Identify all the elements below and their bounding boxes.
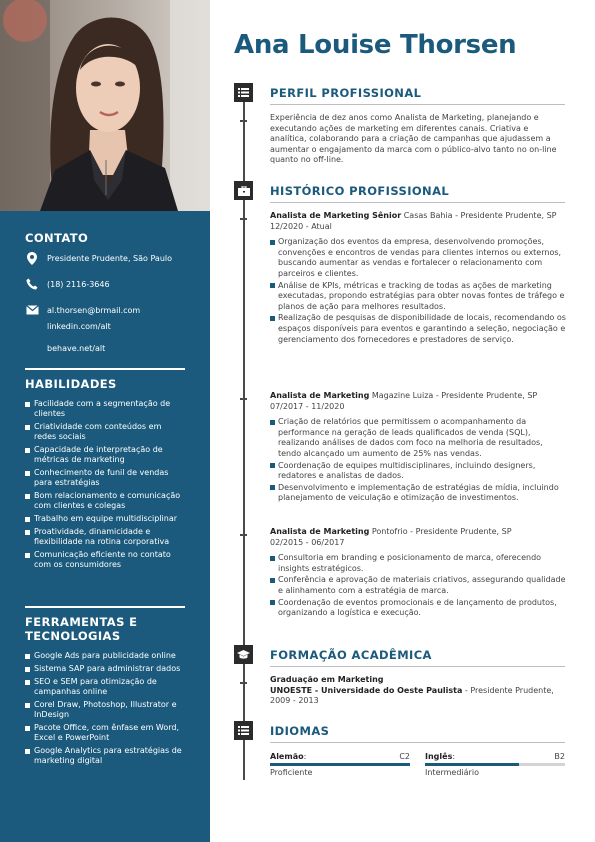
- language-level: Intermediário: [425, 768, 479, 777]
- job-heading: [270, 391, 567, 402]
- skill-item: Facilidade com a segmentação de clientes: [25, 399, 185, 419]
- sidebar: [0, 0, 210, 842]
- job-entry: [270, 527, 567, 620]
- contact-section: [25, 231, 185, 245]
- language-name: Alemão: [270, 752, 304, 761]
- sidebar-divider: [25, 368, 185, 370]
- job-bullet: Consultoria em branding e posicionamento de marca, oferecendo insights estratégicos.: [270, 553, 567, 574]
- location-pin-icon: [25, 251, 39, 265]
- language-sep: :: [303, 752, 307, 761]
- contact-location: [25, 251, 200, 265]
- timeline-tick: [240, 120, 247, 122]
- section-divider: [270, 666, 565, 667]
- language-item: [425, 751, 565, 778]
- job-entry: [270, 391, 567, 505]
- languages-title: IDIOMAS: [270, 724, 330, 738]
- language-level: Proficiente: [270, 768, 313, 777]
- contact-linkedin: [25, 322, 200, 331]
- job-dates: 12/2020 - Atual: [270, 221, 332, 231]
- language-level-fill: [425, 763, 519, 766]
- job-bullet: Organização dos eventos da empresa, desenvolvendo promoções, convenções e encontros de vendas para clientes internos ou externos, buscando aumentar as vendas e fortalecer o relacionamento com parceiros e clientes.: [270, 237, 567, 279]
- sidebar-divider: [25, 606, 185, 608]
- job-heading: [270, 211, 567, 222]
- language-level-fill: [270, 763, 410, 766]
- timeline-tick: [240, 218, 247, 220]
- school-place-dates: - Presidente Prudente, 2009 - 2013: [270, 685, 554, 706]
- linkedin-link[interactable]: linkedin.com/alt: [47, 322, 111, 331]
- language-item: [270, 751, 410, 778]
- job-heading: [270, 527, 567, 538]
- language-name: Inglês: [425, 752, 453, 761]
- contact-phone: [25, 277, 200, 291]
- job-company: Pontofrio - Presidente Prudente, SP: [371, 527, 512, 536]
- section-divider: [270, 202, 565, 203]
- tool-item: Corel Draw, Photoshop, Illustrator e InDesign: [25, 700, 185, 720]
- skill-item: Proatividade, dinamicidade e flexibilidade na rotina corporativa: [25, 527, 185, 547]
- contact-title: CONTATO: [25, 231, 89, 245]
- list-icon: [234, 83, 253, 102]
- envelope-icon: [25, 303, 39, 317]
- education-degree: [270, 675, 567, 686]
- job-bullet: Coordenação de eventos promocionais e de lançamento de produtos, organizando a logística e execução.: [270, 598, 567, 619]
- job-bullet: Análise de KPIs, métricas e tracking de todas as ações de marketing executadas, propondo estratégias para obter novas fontes de tráfego e planos de ação para melhores resultados.: [270, 281, 567, 313]
- language-code: C2: [399, 752, 410, 761]
- job-company: Magazine Luiza - Presidente Prudente, SP: [371, 391, 538, 400]
- list-icon: [234, 721, 253, 740]
- profile-title: PERFIL PROFISSIONAL: [270, 86, 422, 100]
- job-bullet: Desenvolvimento e implementação de estratégias de mídia, incluindo planejamento de veiculação e otimização de investimentos.: [270, 483, 567, 504]
- briefcase-icon: [234, 181, 253, 200]
- skills-title: HABILIDADES: [25, 377, 117, 391]
- tool-item: Pacote Office, com ênfase em Word, Excel e PowerPoint: [25, 723, 185, 743]
- school-name: UNOESTE - Universidade do Oeste Paulista: [270, 685, 463, 695]
- tools-section: [25, 615, 185, 769]
- candidate-name: Ana Louise Thorsen: [234, 30, 517, 60]
- skill-item: Bom relacionamento e comunicação com clientes e colegas: [25, 491, 185, 511]
- job-role: Analista de Marketing Sênior: [270, 211, 402, 220]
- job-role: Analista de Marketing: [270, 391, 370, 400]
- tool-item: Google Analytics para estratégias de marketing digital: [25, 746, 185, 766]
- timeline-tick: [240, 682, 247, 684]
- job-bullet: Conferência e aprovação de materiais criativos, assegurando qualidade e alinhamento com a estratégia de marca.: [270, 575, 567, 596]
- job-bullets: [270, 553, 567, 619]
- skill-item: Comunicação eficiente no contato com os consumidores: [25, 550, 185, 570]
- job-dates: 02/2015 - 06/2017: [270, 537, 345, 547]
- job-role: Analista de Marketing: [270, 527, 370, 536]
- tool-item: Google Ads para publicidade online: [25, 651, 185, 661]
- skill-item: Trabalho em equipe multidisciplinar: [25, 514, 185, 524]
- language-sep: :: [452, 752, 456, 761]
- skill-item: Capacidade de interpretação de métricas de marketing: [25, 445, 185, 465]
- tools-list: [25, 651, 185, 766]
- behance-link[interactable]: behave.net/alt: [47, 344, 106, 353]
- timeline-tick: [240, 534, 247, 536]
- education-school: [270, 686, 567, 707]
- skill-item: Criatividade com conteúdos em redes sociais: [25, 422, 185, 442]
- contact-behance: [25, 344, 200, 353]
- skill-item: Conhecimento de funil de vendas para estratégias: [25, 468, 185, 488]
- skills-list: [25, 399, 185, 570]
- section-divider: [270, 104, 565, 105]
- education-entry: [270, 675, 567, 707]
- job-dates: 07/2017 - 11/2020: [270, 401, 345, 411]
- language-level-bar: [270, 763, 410, 766]
- job-entry: [270, 211, 567, 346]
- job-bullets: [270, 417, 567, 504]
- email-link[interactable]: al.thorsen@brmail.com: [47, 305, 141, 315]
- phone-text[interactable]: (18) 2116-3646: [47, 279, 110, 289]
- language-level-bar: [425, 763, 565, 766]
- job-bullet: Coordenação de equipes multidisciplinares, incluindo designers, redatores e analistas de dados.: [270, 461, 567, 482]
- section-divider: [270, 742, 565, 743]
- tool-item: Sistema SAP para administrar dados: [25, 664, 185, 674]
- history-title: HISTÓRICO PROFISSIONAL: [270, 184, 450, 198]
- job-bullet: Realização de pesquisas de disponibilidade de locais, recomendando os espaços disponíveis para eventos e garantindo a seleção, negociação e gerenciamento dos fornecedores e prestadores de serviço.: [270, 313, 567, 345]
- education-title: FORMAÇÃO ACADÊMICA: [270, 648, 432, 662]
- profile-text: Experiência de dez anos como Analista de Marketing, planejando e executando ações de marketing em diferentes canais. Criativa e analítica, colaborando para a criação de campanhas que ajudassem a aumentar o engajamento da marca com o público-alvo tanto no on-line quanto no off-line.: [270, 113, 557, 165]
- contact-email: [25, 303, 200, 317]
- phone-icon: [25, 277, 39, 291]
- graduation-cap-icon: [234, 645, 253, 664]
- job-bullets: [270, 237, 567, 345]
- degree-text: Graduação em Marketing: [270, 675, 384, 684]
- skills-section: [25, 377, 185, 573]
- tool-item: SEO e SEM para otimização de campanhas online: [25, 677, 185, 697]
- language-code: B2: [554, 752, 565, 761]
- job-bullet: Criação de relatórios que permitissem o acompanhamento da performance na geração de leads qualificados de venda (SQL), realizando análises de dados com foco na melhoria de resultados, tendo alcançado um aumento de 25% nas vendas.: [270, 417, 567, 459]
- timeline-tick: [240, 398, 247, 400]
- tools-title: FERRAMENTAS E TECNOLOGIAS: [25, 615, 138, 643]
- location-text: Presidente Prudente, São Paulo: [47, 253, 173, 263]
- job-company: Casas Bahia - Presidente Prudente, SP: [403, 211, 557, 220]
- profile-photo: [0, 0, 210, 211]
